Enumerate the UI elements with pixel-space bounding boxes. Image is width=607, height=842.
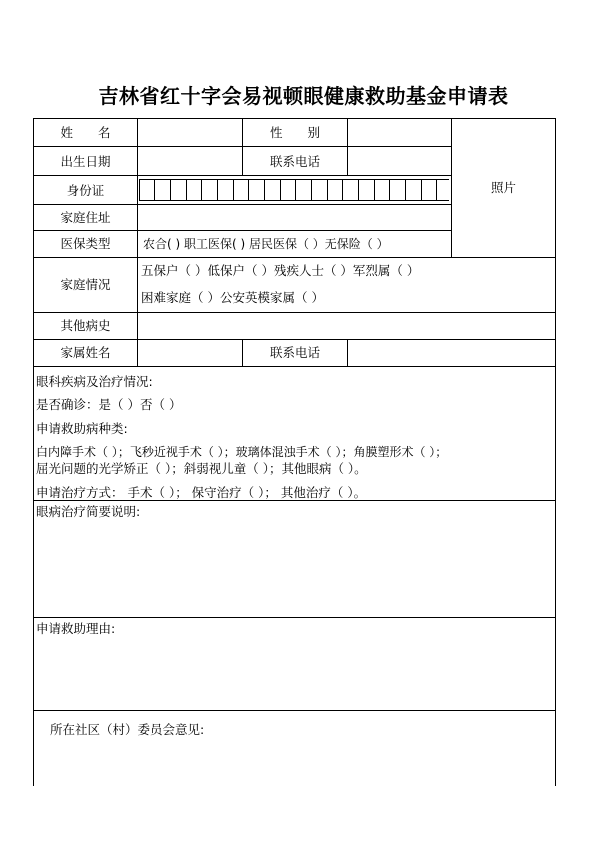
application-reason-field[interactable] xyxy=(34,638,555,710)
gender-label: 性 别 xyxy=(269,125,320,140)
committee-opinion-label: 所在社区（村）委员会意见: xyxy=(50,722,205,737)
birth-date-field[interactable] xyxy=(138,147,242,175)
family-options-line1[interactable]: 五保户（ ）低保户（ ）残疾人士（ ）军烈属（ ） xyxy=(141,263,420,278)
phone-label: 联系电话 xyxy=(269,154,320,169)
insurance-label: 医保类型 xyxy=(60,236,111,251)
row-divider xyxy=(33,257,556,258)
history-field[interactable] xyxy=(138,313,555,339)
application-reason-label: 申请救助理由: xyxy=(36,621,116,636)
insurance-options[interactable]: 农合( ) 职工医保( ) 居民医保（ ）无保险（ ） xyxy=(143,237,389,251)
relative-name-label: 家属姓名 xyxy=(60,345,111,360)
id-card-label: 身份证 xyxy=(66,183,105,198)
family-label: 家庭情况 xyxy=(60,277,111,292)
row-divider xyxy=(33,175,451,176)
address-field[interactable] xyxy=(138,205,451,230)
row-divider xyxy=(33,617,556,618)
relative-phone-label: 联系电话 xyxy=(269,345,320,360)
photo-field[interactable] xyxy=(452,119,555,257)
treatment-description-label: 眼病治疗简要说明: xyxy=(36,504,141,519)
family-options-line2[interactable]: 困难家庭（ ）公安英模家属（ ） xyxy=(141,290,324,305)
form-title: 吉林省红十字会易视顿眼健康救助基金申请表 xyxy=(98,84,509,108)
row-divider xyxy=(33,500,556,501)
row-divider xyxy=(33,366,556,367)
birth-date-label: 出生日期 xyxy=(60,154,111,169)
disease-type-options-1[interactable]: 白内障手术（ ）；飞秒近视手术（ ）；玻璃体混浊手术（ ）；角膜塑形术（ ）； xyxy=(36,445,448,459)
treatment-method-options[interactable]: 申请治疗方式： 手术（ ）； 保守治疗（ ）； 其他治疗（ ）。 xyxy=(36,485,367,500)
eye-disease-heading: 眼科疾病及治疗情况: xyxy=(36,374,153,389)
relative-phone-field[interactable] xyxy=(348,340,555,366)
name-label: 姓 名 xyxy=(60,125,111,140)
treatment-description-field[interactable] xyxy=(34,521,555,617)
diagnosis-confirmed[interactable]: 是否确诊：是（ ）否（ ） xyxy=(36,397,182,412)
row-divider xyxy=(33,710,556,711)
disease-type-heading: 申请救助病种类: xyxy=(36,421,128,436)
photo-label: 照片 xyxy=(490,180,516,195)
disease-type-options-2[interactable]: 屈光问题的光学矫正（ ）；斜弱视儿童（ ）；其他眼病（ ）。 xyxy=(36,461,367,476)
row-divider xyxy=(33,230,451,231)
phone-field[interactable] xyxy=(348,147,451,175)
address-label: 家庭住址 xyxy=(60,210,111,225)
relative-name-field[interactable] xyxy=(138,340,242,366)
history-label: 其他病史 xyxy=(60,318,111,333)
committee-opinion-field[interactable] xyxy=(34,740,555,786)
table-border-right xyxy=(555,118,556,786)
name-field[interactable] xyxy=(138,119,242,146)
gender-field[interactable] xyxy=(348,119,451,146)
